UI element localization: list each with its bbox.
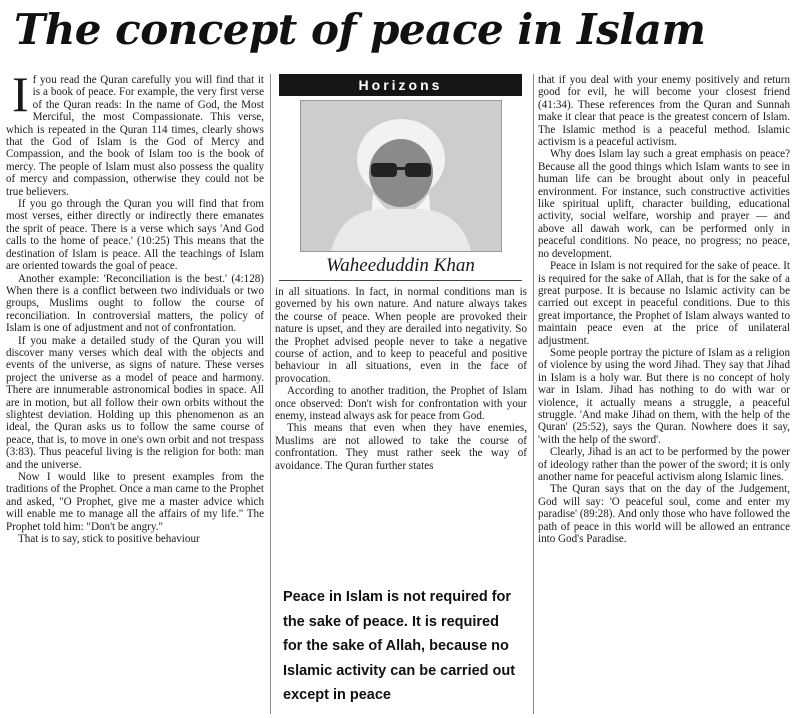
column-divider — [270, 74, 271, 714]
paragraph: If you make a detailed study of the Quran you will discover many verses which deal with the objects and events of the universe, as signs of nature. These verses project the universe as a model of peace and harmony. There are innumerable astronomical bodies in space. All are in motion, but all follow their own orbits without the slightest deviation. Holding up this phenomenon as an ideal, the Quran asks us to follow the same course of peace, that is, to move in one's own orbit and not trespass (3:83). Thus peaceful living is the religion for both: man and the universe. — [6, 334, 264, 471]
pull-quote: Peace in Islam is not required for the sake of peace. It is required for the sake of Allah, because no Islamic activity can be carried out except in peace — [283, 589, 516, 703]
article-column-3 — [538, 74, 790, 718]
drop-cap: I — [12, 74, 29, 122]
author-portrait — [300, 100, 502, 252]
paragraph: in all situations. In fact, in normal conditions man is governed by his own nature. And nature always takes the course of peace. When people are provoked their nature is upset, and they are derailed into negativity. So the Prophet advised people never to take a negative course of action, and to keep to peaceful and positive behaviour in all situations, even in the face of provocation. — [275, 286, 527, 385]
paragraph: This means that even when they have enemies, Muslims are not allowed to take the course of confrontation. They must rather seek the way of avoidance. The Quran further states — [275, 422, 527, 472]
paragraph: The Quran says that on the day of the Judgement, God will say: 'O peaceful soul, come and enter my paradise' (89:28). And only those who have followed the path of peace in this world will be allowed an entrance into God's Paradise. — [538, 483, 790, 546]
paragraph: That is to say, stick to positive behaviour — [18, 533, 200, 546]
author-byline: Waheeduddin Khan — [326, 255, 475, 276]
article-column-1 — [6, 74, 264, 718]
byline-divider — [279, 280, 522, 281]
article-column-2 — [275, 286, 527, 574]
column-label-banner: Horizons — [279, 74, 522, 96]
headline: The concept of peace in Islam — [14, 5, 706, 54]
column-divider — [533, 74, 534, 714]
paragraph: Peace in Islam is not required for the sake of peace. It is required for the sake of Allah, that is for the sake of a great purpose. It is because no Islamic activity can be carried out except in peaceful conditions. Due to this great importance, the Prophet of Islam always wanted to maintain peace even at the price of unilateral adjustment. — [538, 260, 790, 347]
paragraph: Another example: 'Reconciliation is the best.' (4:128) When there is a conflict between two individuals or two groups, Muslims ought to follow the course of reconciliation. In controversial matters, the policy of Islam is one of adjustment and not of confrontation. — [6, 272, 264, 335]
paragraph: that if you deal with your enemy positively and return good for evil, he will become your closest friend (41:34). These references from the Quran and Sunnah make it clear that peace is the greatest concern of Islam. The Islamic method is a peaceful method. Islamic activism is a peaceful activism. — [538, 74, 790, 149]
paragraph: Clearly, Jihad is an act to be performed by the power of ideology rather than the power of the sword; it is only another name for peaceful activism along Islamic lines. — [538, 446, 790, 483]
paragraph — [6, 74, 264, 198]
paragraph: Now I would like to present examples from the traditions of the Prophet. Once a man came to the Prophet and asked, "O Prophet, give me a master advice which will enable me to manage all the affairs of my life." The Prophet told him: "Don't be angry." — [6, 471, 264, 533]
paragraph: Why does Islam lay such a great emphasis on peace? Because all the good things which Islam wants to see in human life can be brought about only in peaceful environment. For instance, such constructive activities like spiritual uplift, character building, educational activity, social welfare, worship and prayer — and above all dawah work, can be performed only in peaceful conditions. No peace, no progress; no peace, no development. — [538, 148, 790, 260]
paragraph: According to another tradition, the Prophet of Islam once observed: Don't wish for confrontation with your enemy, instead always ask for peace from God. — [275, 385, 527, 423]
paragraph: Some people portray the picture of Islam as a religion of violence by using the word Jihad. They say that Jihad in Islam is a holy war. But there is no concept of holy war in Islam. Jihad has nothing to do with war or violence, it actually means a struggle, a peaceful struggle. 'And make Jihad on them, with the help of the Quran' (25:52), says the Quran. Nowhere does it say, 'with the help of the sword'. — [538, 346, 790, 446]
author-portrait-icon — [301, 101, 501, 251]
paragraph-text: f you read the Quran carefully you will find that it is a book of peace. For example, the very first verse of the Quran reads: In the name of God, the Most Merciful, the most Compassionate. This verse, which is repeated in the Quran 114 times, clearly shows that the God of Islam is the God of Mercy and Compassion, and the book of Islam too is the book of mercy. The people of Islam must also possess the quality of mercy and compassion, otherwise they could not be true believers. — [6, 74, 264, 198]
paragraph: If you go through the Quran you will find that from most verses, either directly or indirectly there emanates the sprit of peace. There is a verse which says 'And God calls to the home of peace.' (10:25) This means that the destination of Islam is peace. All the teachings of Islam are oriented towards the goal of peace. — [6, 198, 264, 273]
